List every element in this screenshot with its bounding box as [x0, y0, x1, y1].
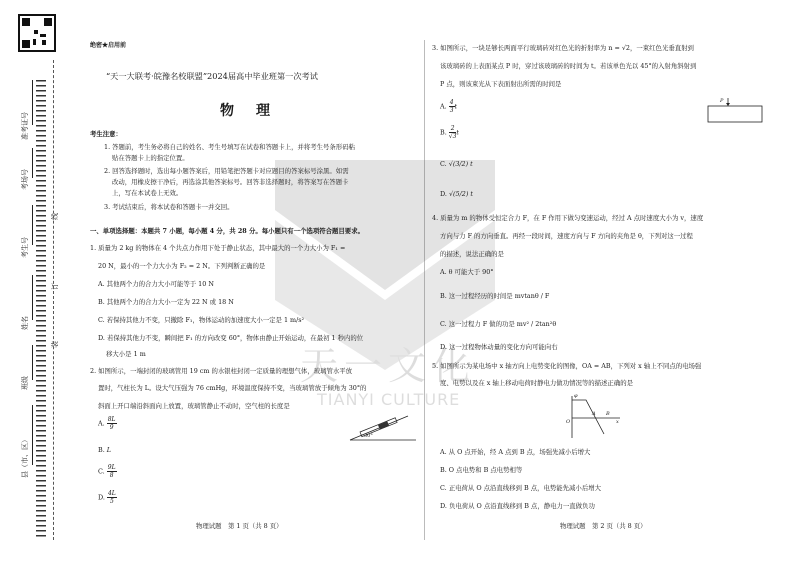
q1-option-d-cont: 移大小是 1 m: [106, 350, 146, 358]
q3-stem: P 点，则该束光从下表面射出所需的时间是: [440, 80, 562, 88]
q1-stem: 1. 质量为 2 kg 的物体在 4 个共点力作用下处于静止状态，其中最大的一个力大小为 F₁ =: [90, 244, 346, 252]
q1-option-b[interactable]: B. 其他两个力的合力大小一定为 22 N 或 18 N: [98, 298, 234, 306]
fill-line[interactable]: [32, 205, 33, 245]
q4-option-a[interactable]: A. θ 可能大于 90°: [440, 268, 494, 276]
q2-option-b[interactable]: B. L: [98, 446, 112, 454]
notice-line: 上，写在本试卷上无效。: [112, 189, 183, 197]
cut-line: [53, 60, 54, 540]
q5-point-o: O: [566, 419, 571, 425]
q1-option-c[interactable]: C. 若保持其他力不变，只撤除 F₁，物体运动的加速度大小一定是 1 m/s²: [98, 316, 305, 324]
q5-option-d[interactable]: D. 负电荷从 O 点沿直线移到 B 点，静电力一直做负功: [440, 502, 595, 510]
q5-figure: [566, 392, 622, 442]
q2-option-d[interactable]: D. $\frac{4L}{5}$: [98, 490, 116, 505]
q4-option-c[interactable]: C. 这一过程力 F 做的功是 mv² / 2tan²θ: [440, 320, 557, 328]
q5-axis-y: φ: [574, 393, 578, 399]
cut-mark-bind: 订: [51, 283, 59, 290]
q3-option-c[interactable]: C. √(3/2) t: [440, 160, 473, 168]
exam-title: “天一大联考·皖豫名校联盟”2024届高中毕业班第一次考试: [106, 71, 318, 81]
notice-line: 贴在答题卡上的指定位置。: [112, 154, 189, 162]
q3-option-a[interactable]: A. $\frac{4}{3}$ t: [440, 99, 458, 114]
q2-figure: [348, 408, 418, 444]
q4-stem: 方向与力 F 的方向垂直。再经一段时间，速度方向与 F 方向的夹角是 θ，下列对这一过程: [440, 232, 693, 240]
q3-option-b[interactable]: B. $\frac{2}{√3}$ t: [440, 125, 459, 140]
secret-label: 绝密★启用前: [90, 42, 127, 49]
q2-option-a[interactable]: A. $\frac{8L}{9}$: [98, 416, 116, 431]
binding-strip: [0, 0, 62, 561]
q5-stem: 度、电势以及在 x 轴上移动电荷时静电力做功情况等的描述正确的是: [440, 379, 633, 387]
q5-option-a[interactable]: A. 从 O 点开始，经 A 点到 B 点，场强先减小后增大: [440, 448, 591, 456]
subject-title: 物 理: [220, 103, 274, 119]
qr-code: [18, 14, 56, 52]
q5-point-a: A: [592, 411, 596, 417]
fill-line[interactable]: [32, 405, 33, 465]
q1-option-a[interactable]: A. 其他两个力的合力大小可能等于 10 N: [98, 280, 214, 288]
watermark-cn: 天一文化: [300, 344, 477, 388]
section-heading: 一、单项选择题：本题共 7 小题，每小题 4 分，共 28 分。每小题只有一个选项符合题目要求。: [90, 227, 364, 235]
q2-angle-label: 30°: [364, 433, 373, 439]
cut-mark-fix: 装: [51, 341, 59, 348]
page-footer-left: 物理试题 第 1 页（共 8 页）: [196, 522, 283, 530]
q2-stem: 斜面上开口端沿斜面向上放置，玻璃管静止不动时，空气柱的长度是: [98, 402, 290, 410]
field-room-number: 考场号: [21, 169, 29, 190]
q2-stem: 置时，气柱长为 L。设大气压强为 76 cmHg，环境温度保持不变，当玻璃管放于倾角为 30°的: [98, 384, 367, 392]
binding-barcode: [36, 80, 46, 540]
q2-stem: 2. 如图所示，一端封闭的玻璃管用 19 cm 的水银柱封闭一定质量的理想气体，玻璃管水平放: [90, 367, 353, 375]
q4-stem: 的描述，说法正确的是: [440, 250, 504, 258]
notice-line: 2. 回答选择题时，选出每小题答案后，用铅笔把答题卡对应题目的答案标号涂黑。如需: [104, 167, 349, 175]
q5-option-b[interactable]: B. O 点电势和 B 点电势相等: [440, 466, 523, 474]
q3-stem: 3. 如图所示，一块足够长两面平行玻璃砖对红色光的折射率为 n = √2，一束红色光垂直射到: [432, 44, 694, 52]
watermark-en: TIANYI CULTURE: [317, 390, 461, 409]
field-county: 县（市、区）: [21, 436, 29, 478]
q5-stem: 5. 如图所示为某电场中 x 轴方向上电势变化的图像，OA = AB，下列对 x 轴上不同点的电场强: [432, 362, 702, 370]
q1-stem: 20 N，最小的一个力大小为 F₂ = 2 N。下列判断正确的是: [98, 262, 266, 270]
fill-line[interactable]: [32, 275, 33, 320]
page-footer-right: 物理试题 第 2 页（共 8 页）: [560, 522, 647, 530]
field-class: 班级: [21, 376, 29, 390]
notice-heading: 考生注意：: [90, 130, 122, 138]
q2-option-c[interactable]: C. $\frac{9L}{8}$: [98, 464, 116, 479]
fill-line[interactable]: [32, 80, 33, 125]
q4-stem: 4. 质量为 m 的物体受恒定合力 F，在 F 作用下做匀变速运动，经过 A 点时速度大小为 v，速度: [432, 214, 704, 222]
field-name: 姓名: [21, 316, 29, 330]
field-student-number: 考生号: [21, 237, 29, 258]
q5-option-c[interactable]: C. 正电荷从 O 点沿直线移到 B 点，电势能先减小后增大: [440, 484, 601, 492]
notice-line: 改动，用橡皮擦干净后，再选涂其他答案标号。回答非选择题时，将答案写在答题卡: [112, 178, 349, 186]
q4-option-b[interactable]: B. 这一过程经历的时间是 mvtanθ / F: [440, 292, 550, 300]
field-exam-number: 准考证号: [21, 112, 29, 140]
q1-option-d[interactable]: D. 若保持其他力不变，瞬间把 F₁ 的方向改变 60°，物体由静止开始运动，在最初 1 秒内的位: [98, 334, 364, 342]
cut-mark-line: 线: [51, 213, 59, 220]
fill-line[interactable]: [32, 148, 33, 178]
q5-axis-x: x: [616, 419, 619, 425]
notice-line: 3. 考试结束后，将本试卷和答题卡一并交回。: [104, 203, 234, 211]
q5-point-b: B: [606, 411, 610, 417]
q4-option-d[interactable]: D. 这一过程物体动量的变化方向可能向右: [440, 343, 558, 351]
q3-stem: 该玻璃砖的上表面某点 P 时，穿过该玻璃砖的时间为 t。若该单色光以 45°的入射角斜射到: [440, 62, 697, 70]
q3-option-d[interactable]: D. √(5/2) t: [440, 190, 473, 198]
q3-figure: [706, 96, 766, 126]
q3-point-label: P: [720, 98, 724, 104]
fill-line[interactable]: [32, 345, 33, 380]
notice-line: 1. 答题前，考生务必将自己的姓名、考生号填写在试卷和答题卡上，并将考生号条形码粘: [104, 143, 355, 151]
